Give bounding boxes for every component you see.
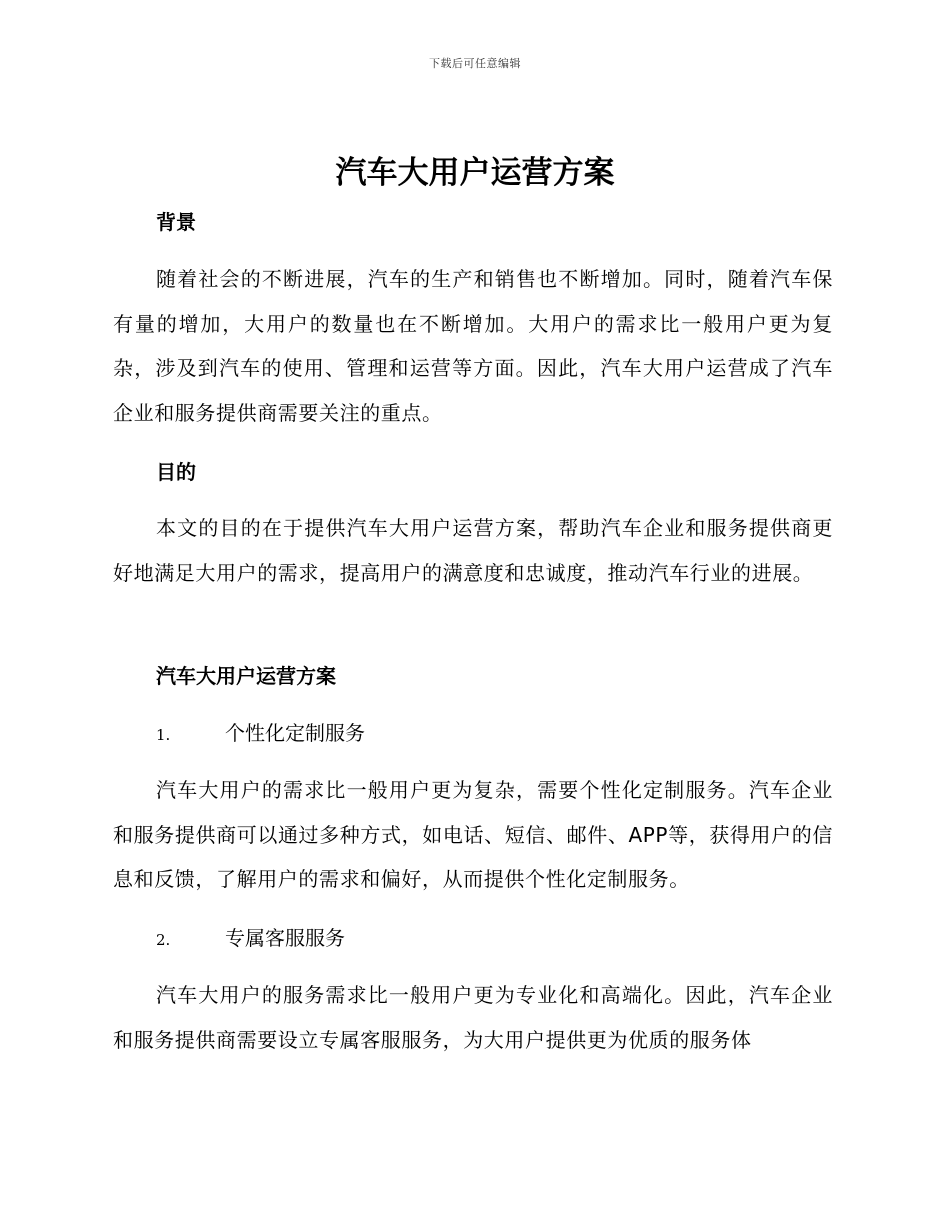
list-item-2-body bbox=[113, 973, 833, 1062]
list-label: 专属客服服务 bbox=[225, 926, 345, 950]
section-background bbox=[113, 208, 833, 236]
section-purpose bbox=[113, 458, 833, 486]
section-purpose-body bbox=[113, 506, 833, 595]
document-title: 汽车大用户运营方案 bbox=[335, 155, 615, 191]
paragraph-purpose: 本文的目的在于提供汽车大用户运营方案，帮助汽车企业和服务提供商更好地满足大用户的需求，提高用户的满意度和忠诚度，推动汽车行业的进展。 bbox=[113, 516, 833, 585]
section-background-body bbox=[113, 257, 833, 435]
section-heading-purpose: 目的 bbox=[156, 460, 196, 484]
list-item-1 bbox=[113, 719, 833, 749]
section-plan bbox=[113, 662, 833, 690]
paragraph-item-1: 汽车大用户的需求比一般用户更为复杂，需要个性化定制服务。汽车企业和服务提供商可以通过多种方式，如电话、短信、邮件、APP等，获得用户的信息和反馈，了解用户的需求和偏好，从而提供个性化定制服务。 bbox=[113, 778, 833, 891]
paragraph-item-2: 汽车大用户的服务需求比一般用户更为专业化和高端化。因此，汽车企业和服务提供商需要设立专属客服服务，为大用户提供更为优质的服务体 bbox=[113, 983, 833, 1052]
paragraph-background: 随着社会的不断进展，汽车的生产和销售也不断增加。同时，随着汽车保有量的增加，大用户的数量也在不断增加。大用户的需求比一般用户更为复杂，涉及到汽车的使用、管理和运营等方面。因此，汽车大用户运营成了汽车企业和服务提供商需要关注的重点。 bbox=[113, 267, 833, 425]
header-note: 下载后可任意编辑 bbox=[429, 57, 521, 70]
list-item-1-body bbox=[113, 768, 833, 902]
list-number: 2. bbox=[156, 931, 171, 949]
list-item-2 bbox=[113, 924, 833, 954]
list-number: 1. bbox=[156, 726, 171, 744]
section-heading-plan: 汽车大用户运营方案 bbox=[156, 664, 336, 688]
section-heading-background: 背景 bbox=[156, 210, 196, 234]
list-label: 个性化定制服务 bbox=[225, 721, 365, 745]
